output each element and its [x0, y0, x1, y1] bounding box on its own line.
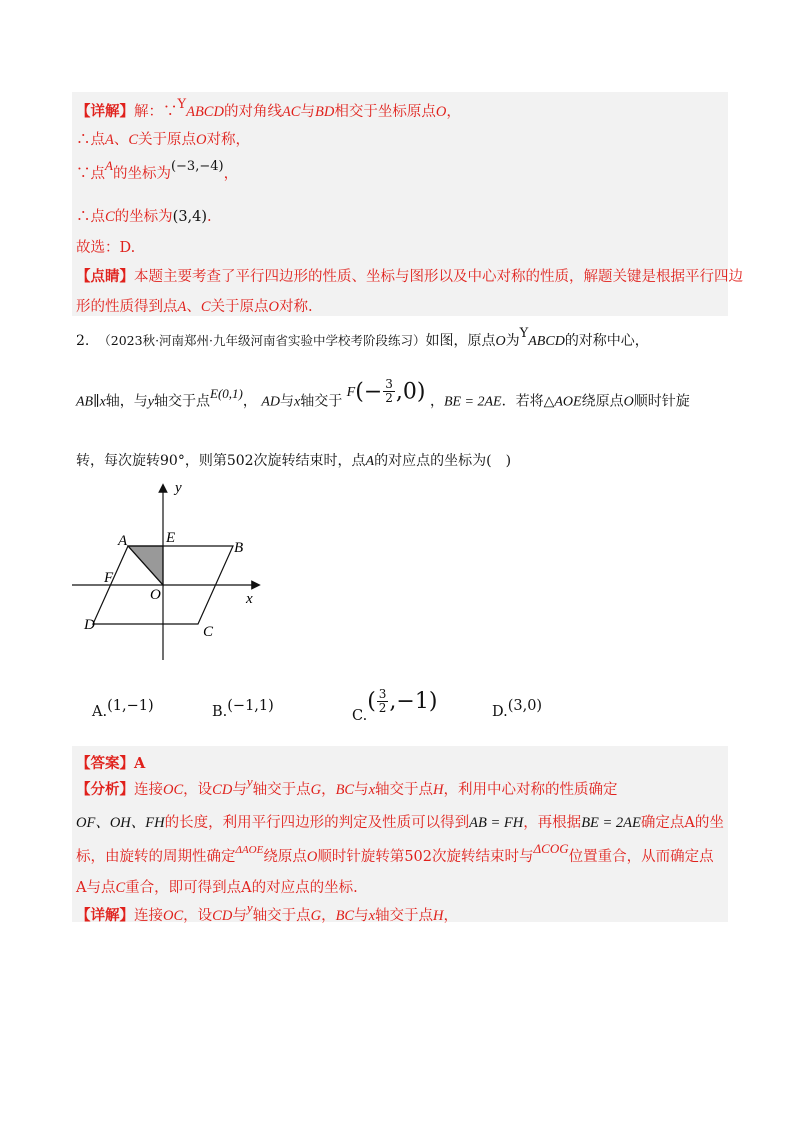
label-b: B [234, 540, 244, 556]
parallelogram-figure [72, 478, 312, 668]
question2-line-3: 转，每次旋转90°，则第502次旋转结束时，点A的对应点的坐标为( ) [76, 453, 512, 469]
solution1-line-1: 【详解】解：∵YABCD的对角线AC与BD相交于坐标原点O， [76, 97, 461, 120]
fraction-option-c: $\frac{3}{2}$ [378, 687, 387, 715]
label-x: x [246, 591, 253, 607]
question2-line-1: 2. （2023秋·河南郑州·九年级河南省实验中学校考阶段练习）如图，原点O为YABCD的对称中心， [76, 326, 649, 349]
label-a: A [118, 533, 128, 549]
answer-line-3: OF、OH、FH的长度，利用平行四边形的判定及性质可以得到AB = FH，再根据BE = 2AE确定点A的坐 [76, 815, 724, 831]
solution1-line-7: 形的性质得到点A、C关于原点O对称. [76, 299, 313, 315]
label-o: O [150, 587, 161, 603]
label-y: y [175, 480, 182, 496]
solution1-line-6: 【点睛】本题主要考查了平行四边形的性质、坐标与图形以及中心对称的性质，解题关键是根据平行四边 [76, 268, 743, 285]
label-d: D [84, 617, 95, 633]
label-c: C [203, 624, 214, 640]
question2-line-2: AB∥x轴，与y轴交于点E(0,1)， AD与x轴交于 F(− $\frac{3}{2}$ ,0) ，BE = 2AE．若将△AOE绕原点O顺时针旋 [76, 377, 690, 410]
option-d[interactable]: D.(3,0) [492, 698, 543, 720]
fraction-three-halves: $\frac{3}{2}$ [385, 377, 393, 405]
label-e: E [166, 530, 176, 546]
answer-line-5: A与点C重合，即可得到点A的对应点的坐标. [76, 880, 358, 896]
solution1-line-3: ∵点A的坐标为(−3,−4)， [76, 158, 239, 182]
option-a[interactable]: A.(1,−1) [92, 698, 154, 720]
label-f: F [104, 570, 114, 586]
answer-line-1: 【答案】A [76, 755, 146, 772]
option-c[interactable]: C.( $\frac{3}{2}$ ,−1) [352, 687, 438, 724]
answer-line-2: 【分析】连接OC，设CD与y轴交于点G，BC与x轴交于点H，利用中心对称的性质确定 [76, 774, 618, 798]
solution1-line-2: ∴点A、C关于原点O对称， [76, 132, 251, 148]
solution1-line-4: ∴点C的坐标为(3,4). [76, 209, 212, 225]
option-b[interactable]: B.(−1,1) [212, 698, 274, 720]
answer-line-4: 标，由旋转的周期性确定$^{\Delta AOE}$绕原点O顺时针旋转第502次旋转结束时与ΔCOG位置重合，从而确定点 [76, 841, 714, 865]
answer-line-6: 【详解】连接OC，设CD与y轴交于点G，BC与x轴交于点H， [76, 900, 459, 924]
solution1-line-5: 故选：D. [76, 240, 136, 256]
